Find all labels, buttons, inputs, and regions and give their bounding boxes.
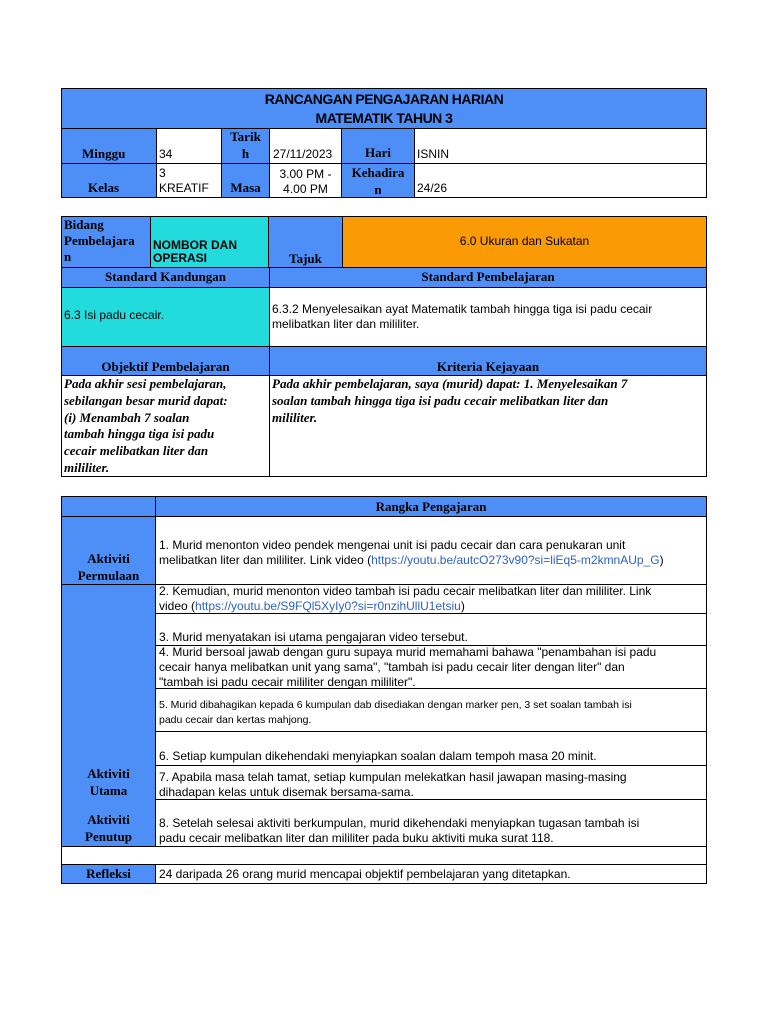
title-line-1: RANCANGAN PENGAJARAN HARIAN [264, 91, 504, 107]
divider [61, 584, 156, 585]
hari-value: ISNIN [417, 147, 450, 161]
kehadiran-value: 24/26 [417, 181, 448, 195]
sk-label: Standard Kandungan [104, 269, 227, 284]
title-line-2: MATEMATIK TAHUN 3 [315, 110, 453, 126]
hari-label: Hari [365, 145, 391, 160]
step-6: 6. Setiap kumpulan dikehendaki menyiapkan soalan dalam tempoh masa 20 minit. [159, 749, 597, 763]
step-5: 5. Murid dibahagikan kepada 6 kumpulan dab disediakan dengan marker pen, 3 set soalan tambah isi padu cecair dan kertas mahjong. [159, 699, 632, 726]
step-7: 7. Apabila masa telah tamat, setiap kumpulan melekatkan hasil jawapan masing-masing dihadapan kelas untuk disemak bersama-sama. [159, 770, 627, 799]
bidang-value: NOMBOR DAN OPERASI [153, 238, 237, 265]
sk-value: 6.3 Isi padu cecair. [64, 308, 165, 322]
kriteria-label: Kriteria Kejayaan [436, 359, 540, 374]
objektif-text: Pada akhir sesi pembelajaran, sebilangan besar murid dapat: (i) Menambah 7 soalan tambah hingga tiga isi padu cecair melibatkan liter dan mililiter. [64, 376, 228, 475]
minggu-value: 34 [159, 147, 173, 161]
step-8: 8. Setelah selesai aktiviti berkumpulan, murid dikehendaki menyiapkan tugasan tambah isi padu cecair melibatkan liter dan mililiter pada buku aktiviti muka surat 118. [159, 816, 640, 845]
tarikh-value: 27/11/2023 [273, 147, 333, 161]
video-link-1[interactable]: https://youtu.be/autcO273v90?si=liEq5-m2kmnAUp_G [371, 553, 660, 567]
step-3: 3. Murid menyatakan isi utama pengajaran video tersebut. [159, 630, 468, 644]
refleksi-label: Refleksi [86, 866, 131, 881]
empty-row [61, 846, 707, 865]
kehadiran-value-cell [414, 163, 707, 198]
divider [155, 496, 156, 517]
divider [155, 731, 707, 732]
masa-value: 3.00 PM - 4.00 PM [279, 167, 332, 196]
video-link-2[interactable]: https://youtu.be/S9FQl5XyIy0?si=r0nzihUllU1etsiu [195, 599, 461, 613]
minggu-label: Minggu [82, 146, 126, 161]
tajuk-value: 6.0 Ukuran dan Sukatan [459, 234, 590, 248]
permulaan-label: Aktiviti Permulaan [77, 551, 140, 583]
refleksi-value: 24 daripada 26 orang murid mencapai objektif pembelajaran yang ditetapkan. [159, 867, 571, 881]
sp-label: Standard Pembelajaran [421, 269, 555, 284]
tarikh-label: Tarik h [230, 129, 261, 161]
kehadiran-label: Kehadira n [351, 165, 405, 197]
hari-value-cell [414, 128, 707, 164]
step-2: 2. Kemudian, murid menonton video tambah isi padu cecair melibatkan liter dan mililiter. Link video (https://youtu.be/S9FQl5XyIy0?si=r0nzihUllU1etsiu) [159, 584, 652, 613]
penutup-label: Aktiviti Penutup [85, 812, 132, 844]
objektif-label: Objektif Pembelajaran [101, 359, 230, 374]
utama-label: Aktiviti Utama [87, 766, 130, 798]
step-4: 4. Murid bersoal jawab dengan guru supaya murid memahami bahawa "penambahan isi padu cecair hanya melibatkan unit yang sama", "tambah isi padu cecair liter dengan liter" dan "tambah isi padu cecair mililiter dengan mililiter". [159, 645, 657, 689]
kelas-label: Kelas [88, 180, 120, 195]
kelas-value: 3 KREATIF [159, 166, 209, 195]
kriteria-text: Pada akhir pembelajaran, saya (murid) dapat: 1. Menyelesaikan 7 soalan tambah hingga tiga isi padu cecair melibatkan liter dan mililiter. [272, 376, 628, 425]
rangka-title: Rangka Pengajaran [375, 499, 487, 514]
divider [155, 765, 707, 766]
bidang-label: Bidang Pembelajara n [64, 217, 135, 264]
step-1: 1. Murid menonton video pendek mengenai unit isi padu cecair dan cara penukaran unit melibatkan liter dan mililiter. Link video (https://youtu.be/autcO273v90?si=liEq5-m2kmnAUp_G) [159, 538, 664, 567]
masa-label: Masa [230, 180, 261, 195]
sp-value: 6.3.2 Menyelesaikan ayat Matematik tambah hingga tiga isi padu cecair melibatkan liter dan mililiter. [272, 302, 653, 331]
tajuk-label: Tajuk [289, 251, 322, 266]
